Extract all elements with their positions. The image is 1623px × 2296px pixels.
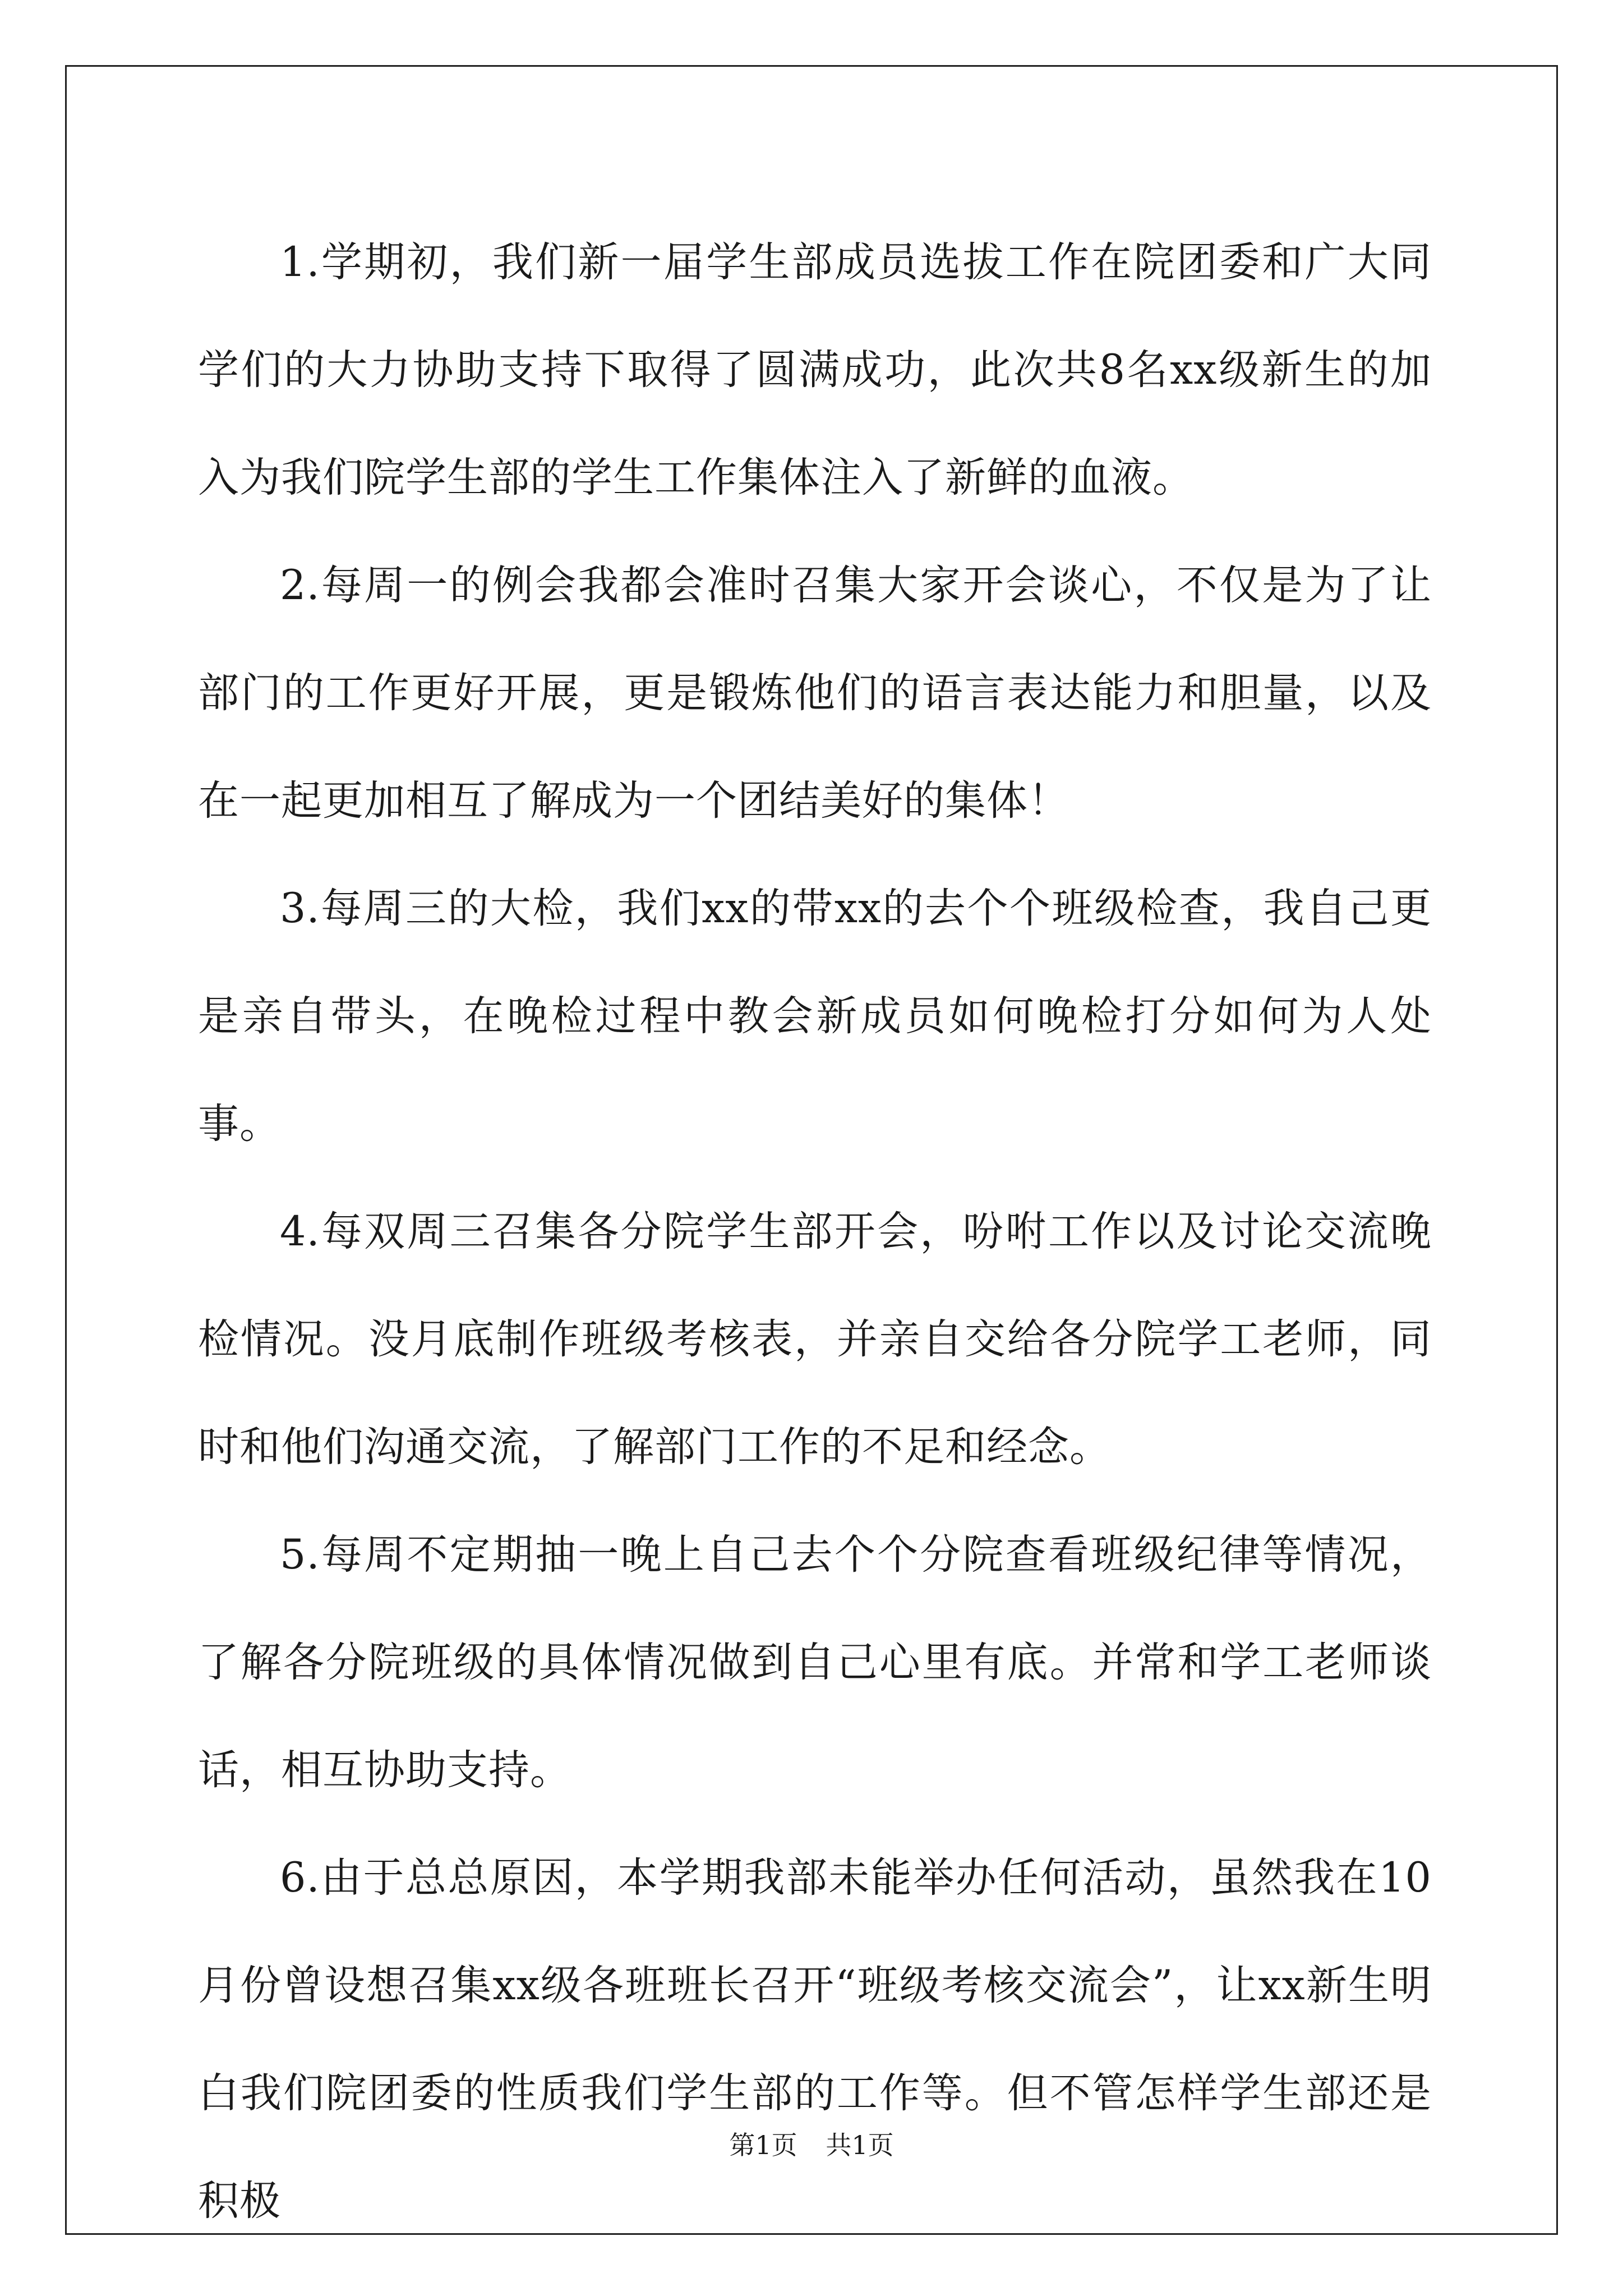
paragraph-2: 2.每周一的例会我都会准时召集大家开会谈心，不仅是为了让部门的工作更好开展，更是锻炼他们的语言表达能力和胆量，以及在一起更加相互了解成为一个团结美好的集体！ <box>198 562 1432 825</box>
document-body <box>198 209 1432 2255</box>
page-footer <box>0 2125 1623 2162</box>
paragraph-1: 1.学期初，我们新一届学生部成员选拔工作在院团委和广大同学们的大力协助支持下取得了圆满成功，此次共8名xx级新生的加入为我们院学生部的学生工作集体注入了新鲜的血液。 <box>198 238 1432 501</box>
paragraph-5: 5.每周不定期抽一晚上自己去个个分院查看班级纪律等情况，了解各分院班级的具体情况做到自己心里有底。并常和学工老师谈话，相互协助支持。 <box>198 1531 1432 1794</box>
page-number: 第1页 <box>729 2130 797 2160</box>
paragraph-6: 6.由于总总原因，本学期我部未能举办任何活动，虽然我在10月份曾设想召集xx级各班班长召开“班级考核交流会”，让xx新生明白我们院团委的性质我们学生部的工作等。但不管怎样学生部还是积极 <box>198 1854 1432 2225</box>
paragraph-4: 4.每双周三召集各分院学生部开会，吩咐工作以及讨论交流晚检情况。没月底制作班级考核表，并亲自交给各分院学工老师，同时和他们沟通交流，了解部门工作的不足和经念。 <box>198 1208 1432 1471</box>
page-total: 共1页 <box>826 2130 894 2160</box>
paragraph-3: 3.每周三的大检，我们xx的带xx的去个个班级检查，我自己更是亲自带头，在晚检过程中教会新成员如何晚检打分如何为人处事。 <box>198 885 1432 1148</box>
